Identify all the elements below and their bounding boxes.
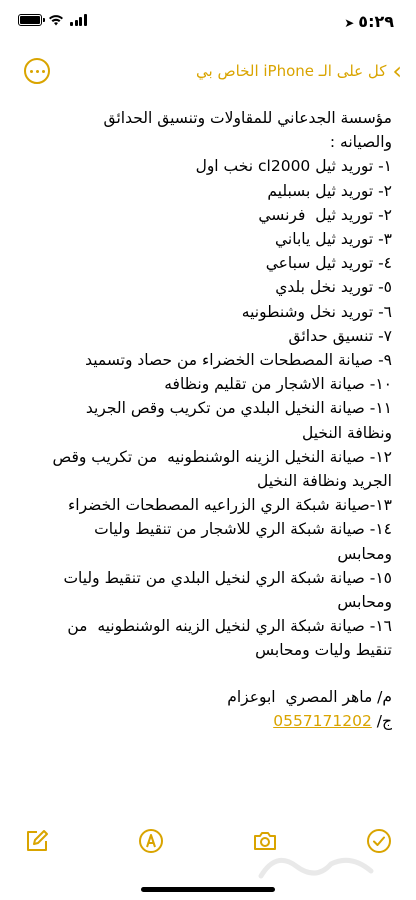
chevron-right-icon: ›: [392, 57, 402, 85]
navigation-bar: [0, 52, 416, 92]
note-line: الجريد ونظافة النخيل: [257, 472, 392, 491]
note-line: تنقيط وليات ومحابس: [255, 641, 392, 660]
back-button[interactable]: [196, 58, 402, 84]
wifi-icon: [48, 14, 64, 26]
note-line: ٧- تنسيق حدائق: [288, 326, 392, 345]
note-body[interactable]: [22, 106, 392, 733]
note-line: ومحابس: [337, 593, 392, 612]
cellular-signal-icon: [70, 14, 87, 26]
note-line: ٣- توريد ثيل ياباني: [275, 230, 392, 249]
note-line: ١- توريد ثيل cl2000 نخب اول: [195, 157, 392, 176]
note-line: ٢- توريد ثيل بسبليم: [267, 181, 392, 200]
note-line: ٩- صيانة المصطحات الخضراء من حصاد وتسميد: [85, 351, 392, 370]
note-line: ٢- توريد ثيل فرنسي: [258, 205, 392, 224]
location-arrow-icon: ➤: [344, 16, 355, 30]
signature-line: م/ ماهر المصري ابوعزام: [227, 687, 392, 706]
phone-line: [22, 709, 392, 733]
watermark-logo: [256, 846, 376, 886]
note-line: ٤- توريد ثيل سباعي: [265, 254, 392, 273]
note-line: ١١- صيانة النخيل البلدي من تكريب وقص الجريد: [85, 399, 392, 418]
note-line: ١٤- صيانة شبكة الري للاشجار من تنقيط وليات: [94, 520, 392, 539]
more-dot: [42, 70, 45, 73]
home-indicator[interactable]: [141, 887, 275, 892]
note-line: ٥- توريد نخل بلدي: [275, 278, 392, 297]
note-line: ٦- توريد نخل وشنطونيه: [241, 302, 392, 321]
note-line: والصيانه :: [329, 133, 392, 152]
more-dot: [30, 70, 33, 73]
note-line: ومحابس: [337, 544, 392, 563]
status-bar: [0, 0, 416, 44]
status-icons: [18, 14, 87, 26]
note-line: ١٢- صيانة النخيل الزينه الوشنطونيه من تكريب وقص: [52, 447, 392, 466]
note-line: ونظافة النخيل: [301, 423, 392, 442]
phone-link[interactable]: 0557171202: [273, 711, 372, 730]
more-options-button[interactable]: [24, 58, 50, 84]
note-line: مؤسسة الجدعاني للمقاولات وتنسيق الحدائق: [103, 109, 392, 127]
compose-icon[interactable]: [24, 828, 50, 854]
markup-icon[interactable]: [138, 828, 164, 854]
phone-prefix: ج/: [371, 711, 392, 730]
back-button-label: كل على الـ iPhone الخاص بي: [196, 62, 387, 80]
note-line: ١٦- صيانة شبكة الري لنخيل الزينه الوشنطونيه من: [67, 617, 392, 636]
note-line: ١٣-صيانة شبكة الري الزراعيه المصطحات الخضراء: [67, 496, 392, 515]
note-line: ١٠- صيانة الاشجار من تقليم ونظافه: [164, 375, 392, 394]
status-time: ➤ ٥:٢٩: [344, 12, 394, 31]
more-dot: [36, 70, 39, 73]
note-line: ١٥- صيانة شبكة الري لنخيل البلدي من تنقيط وليات: [63, 568, 392, 587]
battery-icon: [18, 14, 42, 26]
